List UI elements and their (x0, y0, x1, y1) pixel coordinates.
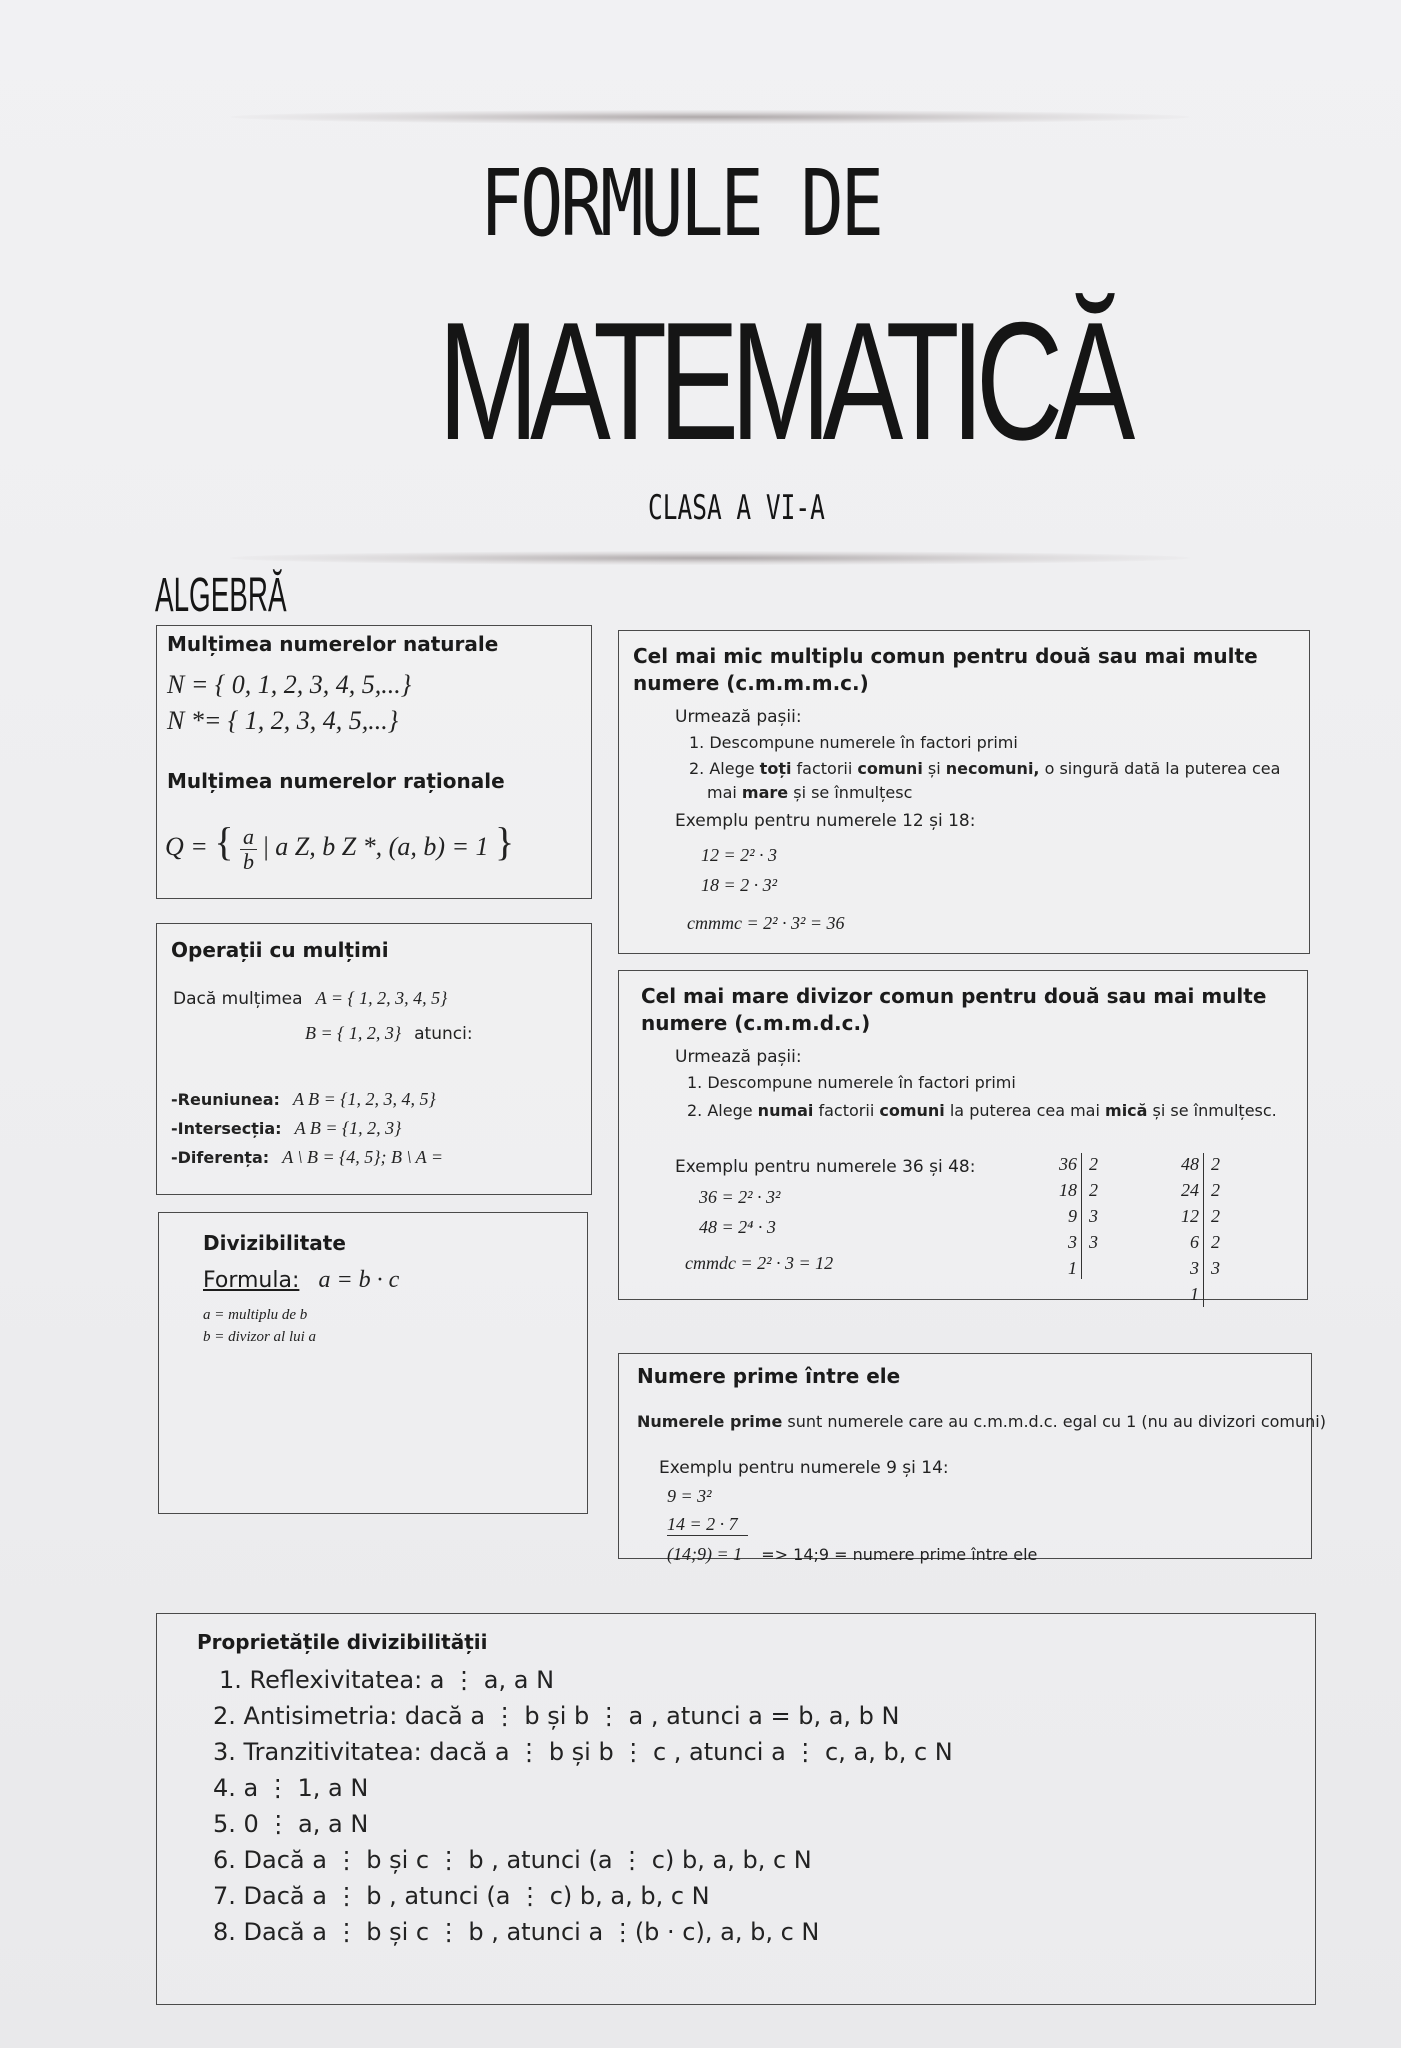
gcd-step-2-e: la puterea cea mai (944, 1101, 1106, 1120)
coprime-box (618, 1353, 1326, 1564)
difference-math: A \ B = {4, 5}; B \ A = (282, 1147, 443, 1167)
property-item: 3. Tranzitivitatea: dacă a ⋮ b și b ⋮ c , atunci a ⋮ c, a, b, c N (213, 1738, 953, 1766)
properties-heading: Proprietățile divizibilității (197, 1630, 488, 1654)
gcd-box (618, 970, 1308, 1304)
gcd-step-2-d: comuni (879, 1101, 945, 1120)
factor-table-48-quotient: 48 (1181, 1154, 1199, 1174)
divisibility-def-1: a = multiplu de b (203, 1307, 308, 1323)
coprime-eq-1: 9 = 3² (667, 1486, 712, 1506)
gcd-step-2-f: mică (1105, 1101, 1148, 1120)
coprime-example: Exemplu pentru numerele 9 și 14: (659, 1458, 949, 1478)
set-operations-box (156, 923, 592, 1195)
natural-numbers-heading: Mulțimea numerelor naturale (167, 632, 499, 656)
gcd-step-1: 1. Descompune numerele în factori primi (687, 1073, 1016, 1092)
factor-table-36-divisor: 3 (1089, 1206, 1098, 1226)
intersection-math: A B = {1, 2, 3} (294, 1118, 402, 1138)
factor-table-48-divisor: 2 (1211, 1154, 1220, 1174)
lcm-step-2-c: factorii (791, 759, 858, 778)
coprime-conclusion: => 14;9 = numere prime între ele (761, 1545, 1038, 1564)
lcm-step-2-i: mare (741, 783, 789, 802)
intersection-label: -Intersecția: (171, 1119, 282, 1138)
lcm-step-2-j: și se înmulțesc (788, 783, 913, 802)
lcm-step-1: 1. Descompune numerele în factori primi (689, 733, 1018, 752)
lcm-result: cmmmc = 2² · 3² = 36 (687, 913, 845, 933)
section-label: ALGEBRĂ (155, 569, 287, 622)
property-item: 5. 0 ⋮ a, a N (213, 1810, 369, 1838)
factor-table-36-quotient: 18 (1059, 1180, 1077, 1200)
set-operations-heading: Operații cu mulțimi (171, 938, 389, 962)
rational-numbers-heading: Mulțimea numerelor raționale (167, 769, 505, 793)
factor-table-48-quotients (1159, 1151, 1199, 1307)
bottom-shadow-divider (230, 551, 1190, 565)
coprime-def-bold: Numerele prime (637, 1412, 783, 1431)
gcd-step-2-g: și se înmulțesc. (1147, 1101, 1277, 1120)
lcm-steps-intro: Urmează pașii: (675, 707, 802, 727)
gcd-step-2-b: numai (757, 1101, 814, 1120)
union-line (171, 1089, 436, 1110)
property-item: 4. a ⋮ 1, a N (213, 1774, 369, 1802)
lcm-step-2-a: 2. Alege (689, 759, 760, 778)
coprime-eq-3: (14;9) = 1 (667, 1544, 743, 1564)
property-item: 8. Dacă a ⋮ b și c ⋮ b , atunci a ⋮(b · c), a, b, c N (213, 1918, 820, 1946)
set-n: N = { 0, 1, 2, 3, 4, 5,...} (167, 670, 412, 699)
gcd-step-2-a: 2. Alege (687, 1101, 758, 1120)
gcd-heading: Cel mai mare divizor comun pentru două sau mai multe numere (c.m.m.d.c.) (641, 984, 1267, 1035)
divisibility-formula-line (203, 1267, 399, 1294)
lcm-step-2-f: necomuni, (945, 759, 1040, 778)
set-a-intro: Dacă mulțimea (173, 989, 303, 1009)
lcm-step-2-continued (707, 783, 912, 802)
formula: a = b · c (318, 1267, 400, 1293)
union-label: -Reuniunea: (171, 1090, 280, 1109)
property-item: 7. Dacă a ⋮ b , atunci (a ⋮ c) b, a, b, c N (213, 1882, 710, 1910)
lcm-step-2-d: comuni (857, 759, 923, 778)
properties-box (156, 1613, 1316, 2005)
factor-table-48-divisor: 2 (1211, 1232, 1220, 1252)
difference-label: -Diferența: (171, 1148, 270, 1167)
factor-table-36-quotients (1037, 1151, 1077, 1281)
set-a-definition (173, 988, 447, 1009)
formula-label: Formula: (203, 1268, 300, 1293)
gcd-step-2 (687, 1101, 1277, 1120)
lcm-example: Exemplu pentru numerele 12 și 18: (675, 811, 976, 831)
set-b-definition (305, 1023, 473, 1044)
coprime-def-rest: sunt numerele care au c.m.m.d.c. egal cu 1 (nu au divizori comuni) (782, 1412, 1326, 1431)
set-q: Q = { $\frac{a}{b}$ | a Z, b Z *, (a, b) = 1 } (165, 819, 515, 874)
gcd-step-2-c: factorii (813, 1101, 880, 1120)
factor-table-48-divisor: 2 (1211, 1206, 1220, 1226)
lcm-heading: Cel mai mic multiplu comun pentru două sau mai multe numere (c.m.m.m.c.) (633, 644, 1258, 695)
natural-numbers-box (156, 625, 592, 899)
factor-table-36-divisor: 3 (1089, 1232, 1098, 1252)
divisibility-heading: Divizibilitate (203, 1231, 346, 1255)
title-line-1: FORMULE DE (480, 150, 881, 257)
set-q-denominator: b (243, 848, 255, 874)
subtitle: CLASA A VI-A (648, 488, 825, 528)
lcm-step-2-b: toți (759, 759, 792, 778)
divisibility-def-2: b = divizor al lui a (203, 1329, 317, 1345)
lcm-box (618, 630, 1310, 954)
factor-table-48-quotient: 12 (1181, 1206, 1199, 1226)
factor-table-48-divisors (1211, 1151, 1241, 1281)
set-b-then: atunci: (414, 1024, 473, 1044)
factor-table-36-divisor: 2 (1089, 1154, 1098, 1174)
factor-table-36-quotient: 3 (1068, 1232, 1077, 1252)
lcm-step-2-e: și (922, 759, 946, 778)
coprime-conclusion-line (667, 1544, 1037, 1565)
factor-table-48-quotient: 6 (1190, 1232, 1199, 1252)
factor-table-48-divisor: 2 (1211, 1180, 1220, 1200)
factor-table-36-quotient: 36 (1059, 1154, 1077, 1174)
divisibility-box (158, 1212, 588, 1514)
set-q-lhs: Q = (165, 832, 208, 861)
factor-table-36-bar (1081, 1153, 1082, 1279)
set-b: B = { 1, 2, 3} (305, 1023, 402, 1043)
factor-table-48-quotient: 24 (1181, 1180, 1199, 1200)
property-item: 6. Dacă a ⋮ b și c ⋮ b , atunci (a ⋮ c) b, a, b, c N (213, 1846, 812, 1874)
set-a: A = { 1, 2, 3, 4, 5} (315, 988, 448, 1008)
title-line-2: MATEMATICĂ (438, 287, 1127, 475)
lcm-step-2-h: mai (707, 783, 742, 802)
coprime-heading: Numere prime între ele (637, 1364, 901, 1388)
set-q-numerator: a (240, 825, 257, 849)
gcd-example: Exemplu pentru numerele 36 și 48: (675, 1157, 976, 1177)
set-q-conditions: a Z, b Z *, (a, b) = 1 (275, 832, 489, 861)
factor-table-36-quotient: 9 (1068, 1206, 1077, 1226)
lcm-step-2 (689, 759, 1280, 778)
factor-table-48-bar (1203, 1153, 1204, 1307)
lcm-step-2-g: o singură dată la puterea cea (1039, 759, 1281, 778)
property-item: 1. Reflexivitatea: a ⋮ a, a N (219, 1666, 555, 1694)
gcd-steps-intro: Urmează pașii: (675, 1047, 802, 1067)
factor-table-36-quotient: 1 (1068, 1258, 1077, 1278)
difference-line (171, 1147, 443, 1168)
lcm-eq-2: 18 = 2 · 3² (701, 875, 778, 895)
lcm-eq-1: 12 = 2² · 3 (701, 845, 778, 865)
gcd-eq-2: 48 = 2⁴ · 3 (699, 1217, 776, 1237)
union-math: A B = {1, 2, 3, 4, 5} (293, 1089, 436, 1109)
gcd-eq-1: 36 = 2² · 3² (699, 1187, 781, 1207)
factor-table-36-divisors (1089, 1151, 1119, 1255)
set-n-star: N *= { 1, 2, 3, 4, 5,...} (167, 706, 399, 735)
factor-table-48-quotient: 1 (1190, 1284, 1199, 1304)
gcd-result: cmmdc = 2² · 3 = 12 (685, 1253, 834, 1273)
intersection-line (171, 1118, 401, 1139)
factor-table-48-quotient: 3 (1190, 1258, 1199, 1278)
factor-table-48-divisor: 3 (1211, 1258, 1220, 1278)
property-item: 2. Antisimetria: dacă a ⋮ b și b ⋮ a , atunci a = b, a, b N (213, 1702, 900, 1730)
factor-table-36-divisor: 2 (1089, 1180, 1098, 1200)
coprime-eq-2: 14 = 2 · 7 (667, 1514, 748, 1536)
top-shadow-divider (230, 110, 1190, 124)
coprime-definition (637, 1412, 1326, 1431)
